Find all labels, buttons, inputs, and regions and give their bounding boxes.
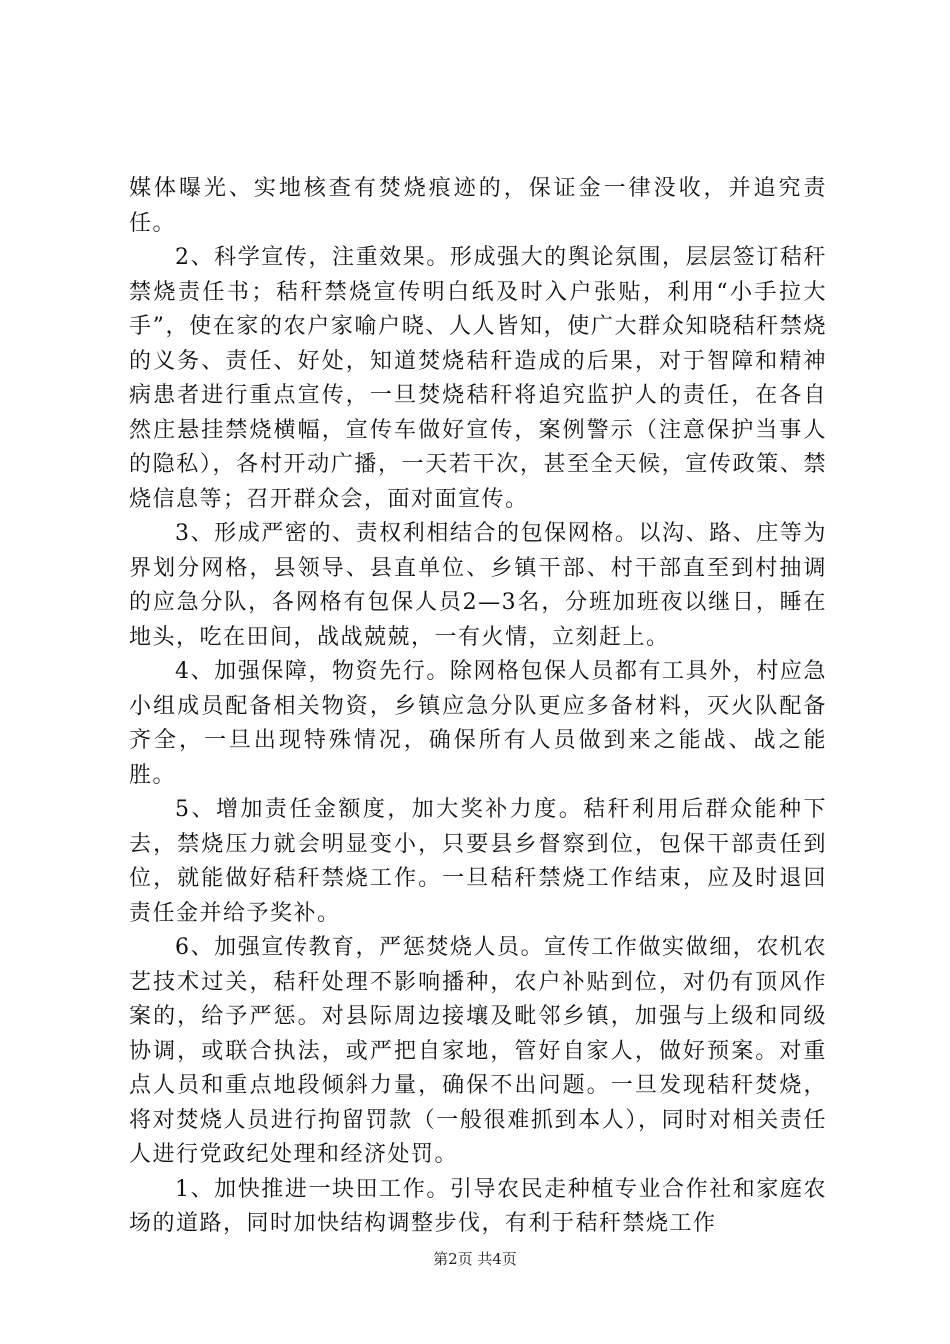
paragraph-item-4: 4、加强保障，物资先行。除网格包保人员都有工具外，村应急小组成员配备相关物资，乡镇应急分队更应多备材料，灭火队配备齐全，一旦出现特殊情况，确保所有人员做到来之能战、战之能胜。 bbox=[129, 659, 827, 788]
paragraph-item-2: 2、科学宣传，注重效果。形成强大的舆论氛围，层层签订秸秆禁烧责任书；秸秆禁烧宣传明白纸及时入户张贴，利用“小手拉大手”，使在家的农户家喻户晓、人人皆知，使广大群众知晓秸秆禁烧的义务、责任、好处，知道焚烧秸秆造成的后果，对于智障和精神病患者进行重点宣传，一旦焚烧秸秆将追究监护人的责任，在各自然庄悬挂禁烧横幅，宣传车做好宣传，案例警示（注意保护当事人的隐私），各村开动广播，一天若干次，甚至全天候，宣传政策、禁烧信息等；召开群众会，面对面宣传。 bbox=[129, 245, 827, 512]
paragraph-item-3: 3、形成严密的、责权利相结合的包保网格。以沟、路、庄等为界划分网格，县领导、县直单位、乡镇干部、村干部直至到村抽调的应急分队，各网格有包保人员2—3名，分班加班夜以继日，睡在地头，吃在田间，战战兢兢，一有火情，立刻赶上。 bbox=[129, 521, 827, 650]
page-number-footer: 第2页 共4页 bbox=[433, 1250, 517, 1268]
paragraph-item-5: 5、增加责任金额度，加大奖补力度。秸秆利用后群众能种下去，禁烧压力就会明显变小，只要县乡督察到位，包保干部责任到位，就能做好秸秆禁烧工作。一旦秸秆禁烧工作结束，应及时退回责任金并给予奖补。 bbox=[129, 797, 827, 926]
paragraph-item-1-next-section: 1、加快推进一块田工作。引导农民走种植专业合作社和家庭农场的道路，同时加快结构调整步伐，有利于秸秆禁烧工作 bbox=[129, 1176, 827, 1236]
paragraph-item-6: 6、加强宣传教育，严惩焚烧人员。宣传工作做实做细，农机农艺技术过关，秸秆处理不影响播种，农户补贴到位，对仍有顶风作案的，给予严惩。对县际周边接壤及毗邻乡镇，加强与上级和同级协调，或联合执法，或严把自家地，管好自家人，做好预案。对重点人员和重点地段倾斜力量，确保不出问题。一旦发现秸秆焚烧，将对焚烧人员进行拘留罚款（一般很难抓到本人），同时对相关责任人进行党政纪处理和经济处罚。 bbox=[129, 935, 827, 1167]
paragraph-continuation: 媒体曝光、实地核查有焚烧痕迹的，保证金一律没收，并追究责任。 bbox=[129, 176, 827, 236]
document-body bbox=[129, 172, 827, 1242]
